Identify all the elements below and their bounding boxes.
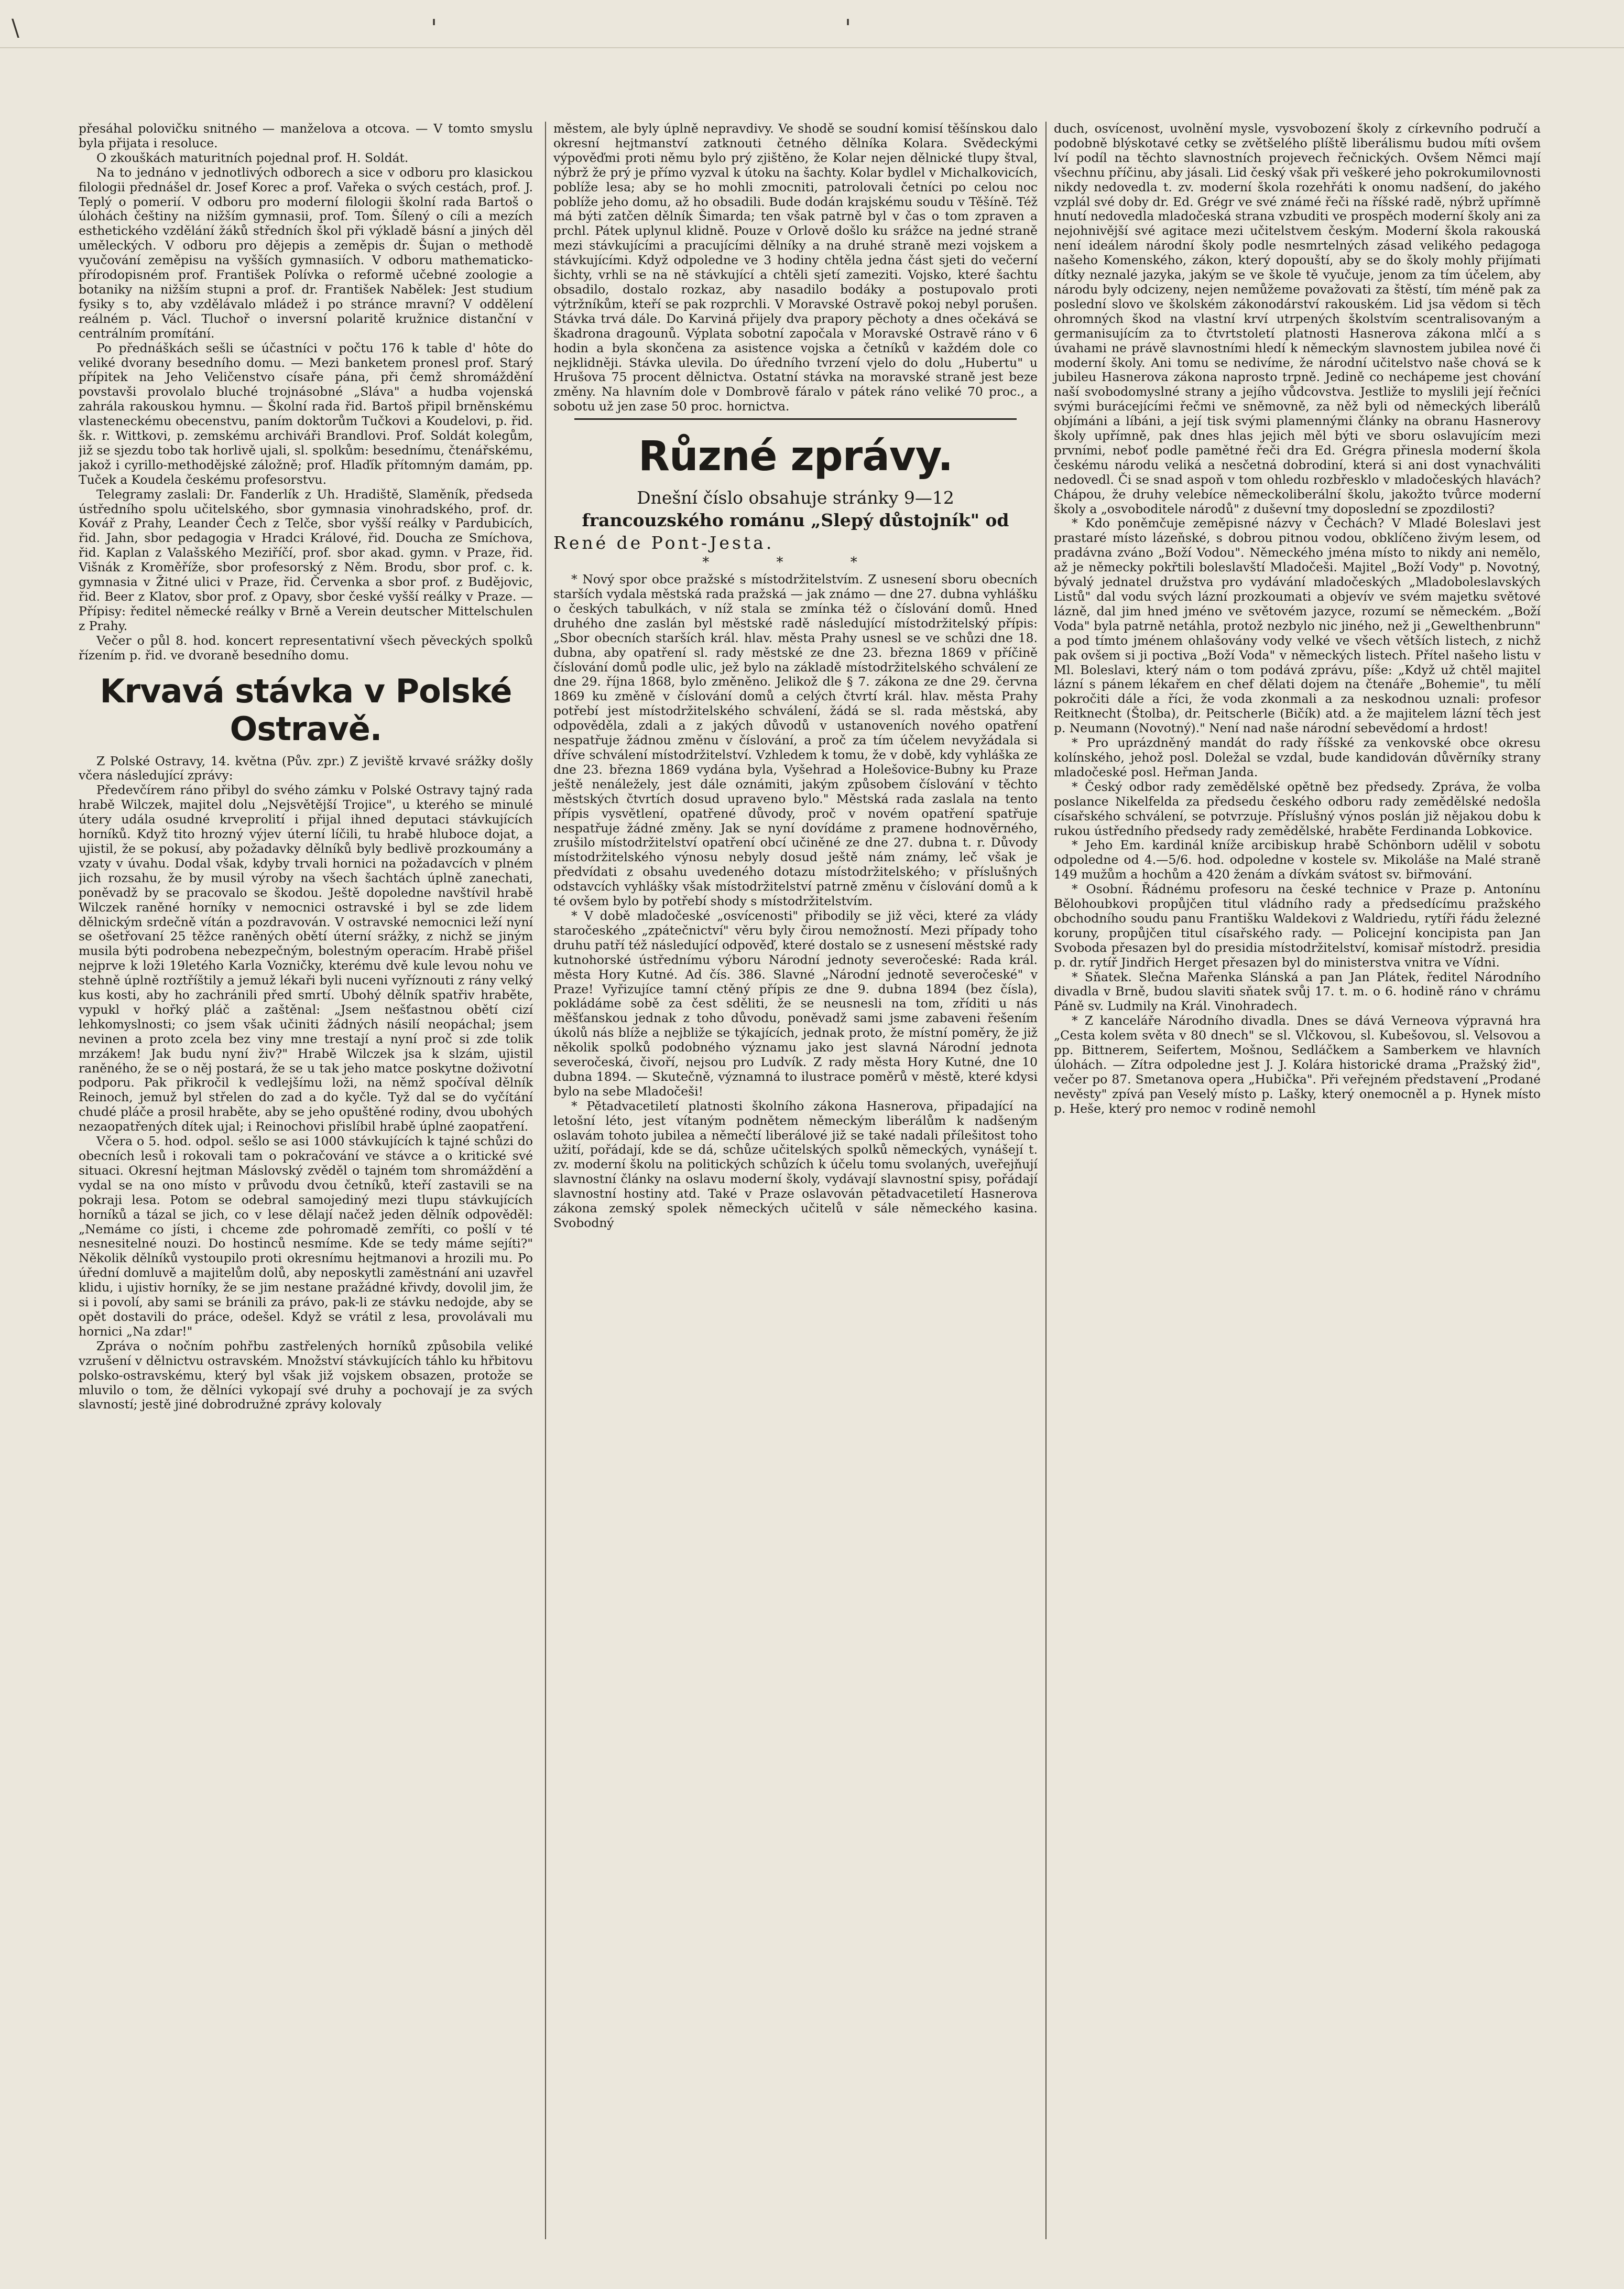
margin-mark: ' (845, 15, 852, 41)
news-item: * Jeho Em. kardinál kníže arcibiskup hrabě Schönborn udělil v sobotu odpoledne od 4.—5/6. hod. odpoledne v kostele sv. Mikoláše na Malé straně 149 mužům a hochům a 420 ženám a dívkám svátost sv. biřmování. (1054, 838, 1541, 882)
news-item: * Pro uprázdněný mandát do rady říšské za venkovské obce okresu kolínského, jehož posl. Doležal se vzdal, bude kandidován důvěrníky strany mladočeské posl. Heřman Janda. (1054, 735, 1541, 779)
margin-mark: ' (431, 15, 438, 41)
section-headline: Různé zprávy. (638, 433, 953, 481)
paragraph: Telegramy zaslali: Dr. Fanderlík z Uh. Hradiště, Slaměník, předseda ústředního spolu učitelského, sbor gymnasia vinohradského, prof. dr. Kovář z Prahy, Leander Čech z Telče, sbor vyšší reálky v Pardubicích, řid. Jahn, sbor pedagogia v Hradci Králové, řid. Doucha ze Smíchova, řid. Kaplan z Valašského Meziříčí, prof. sbor akad. gymn. v Praze, řid. Višnák z Kroměříže, sbor profesorský z Něm. Brodu, sbor prof. c. k. gymnasia v Žitné ulici v Praze, řid. Červenka a sbor prof. z Budějovic, řid. Beer z Klatov, sbor prof. z Opavy, sbor české vyšší reálky v Praze. — Přípisy: ředitel německé reálky v Brně a Verein deutscher Mittelschulen z Prahy. (79, 486, 533, 633)
column-3 (1045, 122, 1541, 2239)
news-item: * Sňatek. Slečna Mařenka Slánská a pan Jan Plátek, ředitel Národního divadla v Brně, budou slaviti sňatek svůj 17. t. m. o 6. hodině ráno v chrámu Páně sv. Ludmily na Král. Vinohradech. (1054, 969, 1541, 1014)
news-item: * V době mladočeské „osvícenosti" přibodily se již věci, které za vlády staročeského „zpátečnictví" věru byly čirou nemožností. Mezi případy toho druhu patří též následující odpověď, které dostalo se z usnesení městské rady kutnohorské ústřednímu výboru Národní jednoty severočeské: Rada král. města Hory Kutné. Ad čís. 386. Slavné „Národní jednotě severočeské" v Praze! Vyřizujíce tamní ctěný přípis ze dne 9. dubna 1894 (bez čísla), pokládáme sobě za čest sděliti, že se neusnesli na tom, zříditi u nás měšťanskou jednak z toho důvodu, poněvadž sami jsme zabaveni řešením úkolů nás blíže a nejbliže se týkajících, jednak proto, že místní poměry, že již několik spolků podobného významu jako jest slavná Národní jednota severočeská, čivoří, nejsou pro Ludvík. Z rady města Hory Kutné, dne 10 dubna 1894. — Skutečně, významná to ilustrace poměrů v městě, které kdysi bylo na sebe Mladočeši! (553, 908, 1038, 1099)
asterism: * * * (702, 555, 889, 571)
news-item: * Pětadvacetiletí platnosti školního zákona Hasnerova, připadající na letošní léto, jest vítaným podnětem německým liberálům k nadšeným oslavám tohoto jubilea a němečtí liberálové již se také nadali přílešitost toho užití, pořádají, kde se dá, schůze učitelských spolků německých, vynášejí t. zv. moderní školu na politických schůzích k účelu tomu svolaných, uveřejňují slavnostní články na oslavu moderní školy, vydávají slavnostní spisy, pořádají slavnostní hostiny atd. Také v Praze oslavován pětadvacetiletí Hasnerova zákona zemský spolek německých učitelů v sále německého kasina. Svobodný (553, 1098, 1038, 1230)
section-divider (574, 418, 1017, 420)
news-item: * Nový spor obce pražské s místodržitelstvím. Z usnesení sboru obecních starších vydala městská rada pražská — jak známo — dne 27. dubna vyhlášku o českých tabulkách, v níž stala se zmínka též o číslování domů. Hned druhého dne zaslán byl městské radě následující místodržitelský přípis: „Sbor obecních starších král. hlav. města Prahy usnesl se ve schůzi dne 18. dubna, aby opatření sl. rady městské ze dne 23. března 1869 v příčině číslování domů podle ulic, jež bylo na základě místodržitelského schválení ze dne 29. října 1868, bylo změněno. Jelikož dle § 7. zákona ze dne 29. června 1869 ku změně v číslování domů a celých čtvrtí král. hlav. města Prahy potřebí jest místodržitelského schválení, žádá se sl. rada městská, aby odpověděla, zdali a z jakých důvodů v ustanoveních nového opatření nespatřuje žádnou změnu v číslování, a proč za tím účelem nevyžádala si dříve schválení místodržitelství. Vzhledem k tomu, že v době, kdy vyhláška ze dne 23. března 1869 vydána byla, Vyšehrad a Holešovice-Bubny ku Praze ještě nenáležely, jest dále oznámiti, jakým způsobem číslování v těchto městských čtvrtích dosud upraveno bylo." Městská rada zaslala na tento přípis vysvětlení, opatřené důvody, proč v novém opatření spatřuje nespatřuje žádné změny. Jak se nyní dovídáme z pramene hodnověrného, zrušilo místodržitelství opatření obcí učiněné ze dne 27. dubna t. r. Důvody místodržitelského výnosu nebyly dosud ještě nám známy, leč však je předvídati z obsahu uvedeného dotazu místodržitelského; v příslušných odstavcích vyhlášky však místodržitelství patrně změnu v číslování domů a k té ovšem bylo by potřebí shody s místodržitelstvím. (553, 572, 1038, 909)
dateline: Z Polské Ostravy, 14. května (Pův. zpr.) Z jeviště krvavé srážky došly včera následující zprávy: (79, 753, 533, 783)
news-item: * Osobní. Řádnému profesoru na české technice v Praze p. Antonínu Bělohoubkovi propůjčen titul vládního rady a předsedícímu pražského obchodního soudu panu Františku Waldekovi z Waldriedu, rytíři řádu železné koruny, propůjčen titul císařského rady. — Policejní koncipista pan Jan Svoboda přesazen byl do presidia místodržitelství, komisař místodrž. presidia p. dr. rytíř Jindřich Herget přesazen byl do ministerstva vnitra ve Vídni. (1054, 882, 1541, 970)
paragraph: městem, ale byly úplně nepravdivy. Ve shodě se soudní komisí těšínskou dalo okresní hejtmanství zatknouti četného dělníka Kolara. Svědeckými výpověďmi proti němu bylo prý zjištěno, že Kolar nejen dělnické tlupy štval, nýbrž že prý je přímo vyzval k útoku na šachty. Kolar bydlel v Michalkovicích, poblíže lesa; aby se ho mohli zmocniti, patrolovali četníci po celou noc poblíže jeho domu, až ho obsadili. Bude dodán krajskému soudu v Těšíně. Též má býti zatčen dělník Šimarda; ten však patrně byl v čas o tom zpraven a prchl. Pátek uplynul klidně. Pouze v Orlově došlo ku srážce na jedné straně mezi stávkujícími a pracujícími dělníky a na druhé straně mezi vojskem a stávkujícími. Když odpoledne ve 3 hodiny chtěla jedna část sjeti do večerní šichty, vrhli se na ně stávkující a chtěli sjetí zameziti. Vojsko, které šachtu obsadilo, dostalo rozkaz, aby nasadilo bodáky a postupovalo proti výtržníkům, kteří se pak rozprchli. V Moravské Ostravě pokoj nebyl porušen. Stávka trvá dále. Do Karviná přijely dva prapory pěchoty a dnes očekává se škadrona dragounů. Výplata sobotní započala v Moravské Ostravě ráno v 6 hodin a byla skončena za asistence vojska a četníků v každém dole co nejklidněji. Stávka ulevila. Do úředního tvrzení vjelo do dolu „Hubertu" u Hrušova 75 procent dělnictva. Ostatní stávka na moravské straně jest beze změny. Na hlavním dole v Dombrově fáralo v pátek ráno veliké 70 proc., a sobotu už jen zase 50 proc. hornictva. (553, 122, 1038, 414)
notice-line: francouzského románu „Slepý důstojník" od (582, 510, 1009, 531)
paragraph: O zkouškách maturitních pojednal prof. H. Soldát. (96, 150, 409, 165)
paragraph: Zpráva o nočním pohřbu zastřelených horníků způsobila veliké vzrušení v dělnictvu ostravském. Množství stávkujících táhlo ku hřbitovu polsko-ostravskému, který byl však již vojskem obsazen, protože se mluvilo o tom, že dělníci vykopají své druhy a pochovají je za svých slavností; jestě jiné dobrodružné zprávy kolovaly (79, 1338, 533, 1412)
margin-mark: \ (12, 15, 19, 41)
paragraph: Večer o půl 8. hod. koncert representativní všech pěveckých spolků řízením p. řid. ve dvoraně besedního domu. (79, 633, 533, 663)
column-2 (545, 122, 1038, 2239)
column-container (79, 122, 1541, 2239)
news-item: * Z kanceláře Národního divadla. Dnes se dává Verneova výpravná hra „Cesta kolem světa v 80 dnech" se sl. Vlčkovou, sl. Kubešovou, sl. Velsovou a pp. Bittnerem, Seifertem, Mošnou, Sedláčkem a Samberkem ve hlavních úlohách. — Zítra odpoledne jest J. J. Kolára historické drama „Pražský žid", večer po 87. Smetanova opera „Hubička". Při veřejném představení „Prodané nevěsty" zpívá pan Veselý místo p. Lašky, který onemocněl a p. Hynek místo p. Heše, který pro nemoc v rodině nemohl (1054, 1013, 1541, 1116)
paragraph: Předevčírem ráno přibyl do svého zámku v Polské Ostravy tajný rada hrabě Wilczek, majitel dolu „Nejsvětější Trojice", u kterého se minulé útery udála osudné krveprolití i přijal ihned deputaci stávkujících horníků. Když tito hrozný výjev úterní líčili, tu hrabě hluboce dojat, a ujistil, že se pokusí, aby požadavky dělníků byly bedlivě prozkoumány a vzaty v úvahu. Dodal však, kdyby trvali hornici na požadavcích v plném jich rozsahu, že by musil výroby na všech šachtách úplně zanechati, poněvadž by se pracovalo se škodou. Ještě dopoledne navštívil hrabě Wilczek raněné horníky v nemocnici ostravské i byl se zde lidem dělnickým srdečně vítán a pozdravován. V ostravské nemocnici leží nyní se ošetřovaní 25 těžce raněných obětí úterní srážky, z nichž se jiným musila býti podrobena nebezpečným, bolestným operacím. Hrabě přišel nejprve k loži 19letého Karla Vozničky, kterému dvě kule levou nohu ve stehně úplně roztříštily a jemuž lékaři byli nuceni vyříznouti z rány velký kus kosti, aby ho zachránili před smrtí. Ubohý dělník spatřiv hraběte, vypukl v hořký pláč a zaštěnal: „Jsem nešťastnou obětí cizí lehkomyslnosti; co jsem však učiniti žádných násilí neopáchal; jsem nevinen a proto zcela bez viny mne trestají a nyní proč si zde tolik mrzákem! Jak budu nyní živ?" Hrabě Wilczek jsa k slzám, ujistil raněného, že se o něj postará, že se u tak jeho matce poskytne doživotní podporu. Pak přikročil k vedlejšímu loži, na němž spočíval dělník Reinoch, jemuž byl střelen do zad a do kyčle. Tyž dal se do vyčítání chudé pláče a prosil hraběte, aby se jeho opuštěné rodiny, dvou ubohých nezaopatřených dítek ujal; i Reinochovi přislíbil hrabě úplné zaopatření. (79, 783, 533, 1134)
notice-line: René de Pont-Jesta. (553, 533, 775, 554)
paragraph: duch, osvícenost, uvolnění mysle, vysvobození školy z církevního područí a podobně blýskotavé cetky se zvětšelého plíště liberálismu budou míti ovšem lví podíl na těchto slavnostních projevech řečnických. Ovšem Němci mají všechnu příčinu, aby jásali. Lid český však při veškeré jeho pokrokumilovnosti nikdy nedovedla t. zv. moderní škola rozehřáti k onomu nadšení, do jakého vzplál své doby dr. Ed. Grégr ve své známé řeči na říšské radě, nýbrž upřímně hnutí nedovedla mladočeská strana vzbuditi ve prospěch moderní školy ani za nejohnivější své agitace mezi učitelstvem českým. Moderní škola rakouská není ideálem národní školy podle nesmrtelných zásad velikého pedagoga našeho Komenského, zákon, který dopouští, aby se do školy mohly přijímati dítky neznalé jazyka, jakým se ve škole tě vyučuje, jenom za tím účelem, aby národu byly odcizeny, nejen nemůžeme považovati za štěstí, tím méně pak za poslední slovo ve školském zákonodárství rakouském. Lid jsa vědom si těch ohromných škod na vlastní krví utrpených školstvím scentralisovaným a germanisujícím za to čtvrtstoletí platnosti Hasnerova zákona mlčí a s úvahami ne právě slavnostními hledí k německým slavnostem jubilea nové či moderní školy. Ani tomu se nedivíme, že národní učitelstvo naše chová se k jubileu Hasnerova zákona naprosto trpně. Jedině co nechápeme jest chování naší svobodomyslné strany a jejího vůdcovstva. Jestliže to myslili její řečníci svými burácejícími řečmi ve sněmovně, za něž byli od německých liberálů objímáni a líbáni, a její tisk svými plamennými články na obranu Hasnerovy školy upřímně, pak dnes hlas jejich měl býti ve sboru oslavujícím mezi prvními, neboť podle pamětné řeči dra Ed. Grégra přinesla moderní škola českému národu veliká a nesčetná dobrodiní, která si ani dost vynachváliti nedovedl. Či se snad aspoň v tom ohledu rozbřesklo v mladočeských hlavách? Chápou, že druhy velebíce německoliberální školu, jakožto tvůrce moderní školy a „osvoboditele národů" z duševní tmy doposlední se zpozdilosti? (1054, 122, 1541, 516)
article-headline: Krvavá stávka v Polské Ostravě. (100, 671, 512, 748)
scan-top-edge (0, 0, 1624, 48)
paragraph: Po přednáškách sešli se účastníci v počtu 176 k table d' hôte do veliké dvorany besedního domu. — Mezi banketem pronesl prof. Starý přípitek na Jeho Veličenstvo císaře pána, při čemž shromáždění povstavši provolalo bluché trojnásobné „Sláva" a hudba vojenská zahrála rakouskou hymnu. — Školní rada řid. Bartoš připil brněnskému vlasteneckému obecenstvu, paním doktorům Tučkovi a Koudelovi, p. řid. šk. r. Wittkovi, p. zemskému archiváři Brandlovi. Prof. Soldát kolegům, již se sjezdu tobo tak horlivě ujali, sl. spolkům: besednímu, čtenářskému, jakož i cyrillo-methodějské záložně; prof. Hlaďík přítomným damám, pp. Tuček a Koudela českému profesorstvu. (79, 340, 533, 487)
column-1 (79, 122, 537, 2239)
news-item: * Český odbor rady zemědělské opětně bez předsedy. Zpráva, že volba poslance Nikelfelda za předsedu českého odboru rady zemědělské nedošla císařského schválení, se potvrzuje. Příslušný výnos poslán již nějakou dobu k rukou ústředního předsedy rady zemědělské, hraběte Ferdinanda Lobkovice. (1054, 779, 1541, 838)
paragraph: přesáhal polovičku snitného — manželova a otcova. — V tomto smyslu byla přijata i resoluce. (79, 122, 533, 150)
notice-line: Dnešní číslo obsahuje stránky 9—12 (637, 487, 954, 508)
news-item: * Kdo poněmčuje zeměpisné názvy v Čechách? V Mladé Boleslavi jest prastaré místo lázeňské, s dobrou pitnou vodou, obklíčeno živým lesem, od pradávna zváno „Boží Vodou". Německého jména místo to nikdy ani nemělo, až je německy pokřtili boleslavští Mladočeši. Majitel „Boží Vody" p. Novotný, bývalý jednatel družstva pro vydávání mladočeských „Mladoboleslavských Listů" dal vodu svých lázní prozkoumati a objevív ve svém majetku světové lázně, dal jim hned jméno ve světovém jazyce, rozumí se německém. „Boží Voda" byla patrně netáhla, protož nezbylo nic jiného, než ji „Gewelthenbrunn" a pod tímto jménem ohlašovány vody velké ve všech větších listech, z nichž pak ovšem si ji poctiva „Boží Voda" v německých listech. Přítel našeho listu v Ml. Boleslavi, který nám o tom podává zprávu, píše: „Když už chtěl majitel lázní s pánem lékařem en chef dělati dojem na čtenáře „Bohemie", tu mělí pokročiti dále a říci, že voda zkonmali a za neskodnou uznali: profesor Reitknecht (Štolba), dr. Peitscherle (Bičík) atd. a že majitelem lázní těch jest p. Neumann (Novotný)." Není nad naše národní sebevědomí a hrdost! (1054, 516, 1541, 736)
paragraph: Na to jednáno v jednotlivých odborech a sice v odboru pro klasickou filologii přednášel dr. Josef Korec a prof. Vařeka o svých cestách, prof. J. Teplý o pomerií. V odboru pro moderní filologii školní rada Bartoš o úlohách češtiny na nižším gymnasii, prof. Tom. Šílený o cíli a mezích esthetického vzdělání žáků středních škol při výkladě básní a jiných děl uměleckých. V odboru pro dějepis a zeměpis dr. Šujan o methodě vyučování zeměpisu na vyšších gymnasiích. V odboru mathematicko-přírodopisném prof. František Polívka o reformě učebné zoologie a botaniky na nižším stupni a prof. dr. František Nabělek: Jest studium fysiky s to, aby vzdělávalo mládež i po stránce mravní? V oddělení reálném p. Václ. Tluchoř o inversní polaritě kružnice distanční v centrálním promítání. (79, 165, 533, 341)
paragraph: Včera o 5. hod. odpol. sešlo se asi 1000 stávkujících k tajné schůzi do obecních lesů i rokovali tam o pokračování ve stávce a o kritické své situaci. Okresní hejtman Máslovský zvěděl o tajném tom shromáždění a vydal se na ono místo v průvodu dvou četníků, kteří zastavili se na pokraji lesa. Potom se odebral samojediný mezi tlupu stávkujících horníků a tázal se jich, co v lese dělají načež jeden dělník odpověděl: „Nemáme co jísti, i chceme zde pohromadě zemříti, co pošlí v té nesnesitelné nouzi. Do hostinců nesmíme. Kde se tedy máme sejíti?" Několik dělníků vystoupilo proti okresnímu hejtmanovi a hrozili mu. Po úřední domluvě a majitelům dolů, aby neposkytli zaměstnání ani uzavřel klidu, i ujistiv horníky, že se jim nestane pražádné křivdy, dovolil jim, že si i povolí, aby sami se bránili za právo, pak-li ze stávku nedojde, aby se opět dostavili do práce, odešel. Když se vrátil z lesa, provolávali mu hornici „Na zdar!" (79, 1134, 533, 1339)
